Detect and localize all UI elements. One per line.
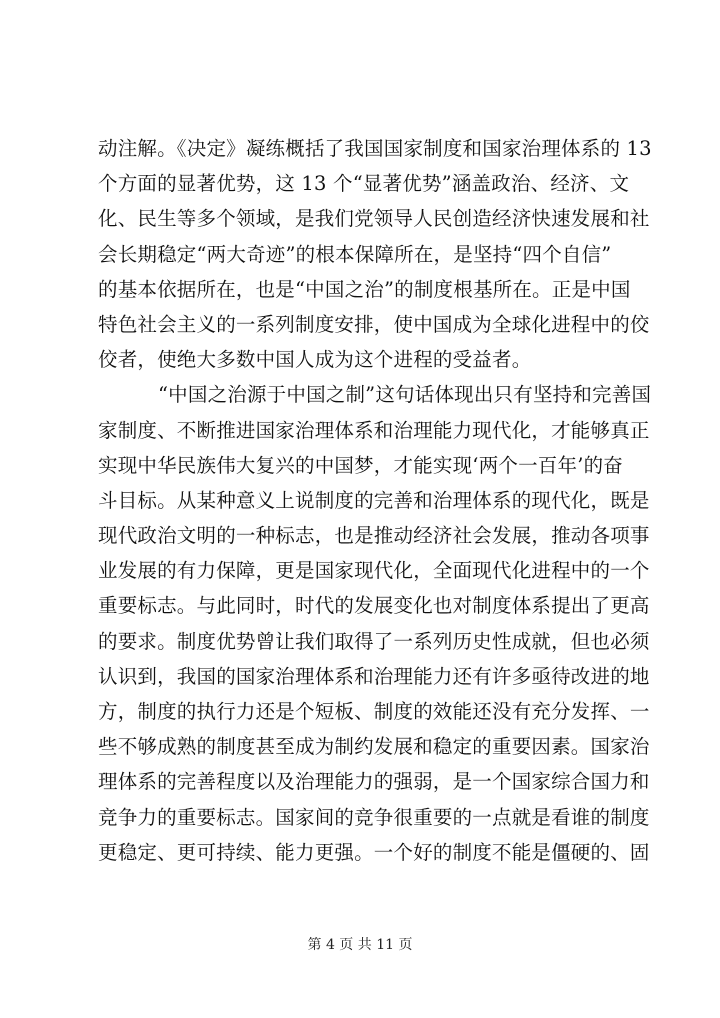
text-line: 重要标志。与此同时，时代的发展变化也对制度体系提出了更高: [98, 594, 650, 618]
text-line: 的要求。制度优势曾让我们取得了一系列历史性成就，但也必须: [98, 629, 650, 653]
text-line: 会长期稳定“两大奇迹”的根本保障所在，是坚持“四个自信”: [98, 242, 612, 266]
text-line: 家制度、不断推进国家治理体系和治理能力现代化，才能够真正: [98, 418, 650, 442]
text-line: 认识到，我国的国家治理体系和治理能力还有许多亟待改进的地: [98, 664, 650, 688]
text-line: 现代政治文明的一种标志，也是推动经济社会发展，推动各项事: [98, 524, 650, 548]
body-text: [98, 131, 652, 870]
text-line: 斗目标。从某种意义上说制度的完善和治理体系的现代化，既是: [98, 488, 650, 512]
text-line: 些不够成熟的制度甚至成为制约发展和稳定的重要因素。国家治: [98, 735, 650, 759]
page-footer: 第 4 页 共 11 页: [307, 937, 413, 953]
text-line: 化、民生等多个领域，是我们党领导人民创造经济快速发展和社: [98, 207, 650, 231]
text-line: 动注解。《决定》凝练概括了我国国家制度和国家治理体系的 13: [98, 137, 652, 160]
text-line: 个方面的显著优势，这 13 个“显著优势”涵盖政治、经济、文: [98, 172, 630, 196]
text-line: 方，制度的执行力还是个短板、制度的效能还没有充分发挥、一: [98, 700, 650, 723]
paragraph-first-line: “中国之治源于中国之制”这句话体现出只有坚持和完善国: [158, 383, 652, 407]
text-line: 特色社会主义的一系列制度安排，使中国成为全球化进程中的佼: [98, 312, 650, 336]
text-line: 佼者，使绝大多数中国人成为这个进程的受益者。: [98, 348, 532, 372]
text-line: 理体系的完善程度以及治理能力的强弱，是一个国家综合国力和: [98, 770, 650, 794]
text-line: 更稳定、更可持续、能力更强。一个好的制度不能是僵硬的、固: [98, 840, 650, 864]
text-line: 的基本依据所在，也是“中国之治”的制度根基所在。正是中国: [98, 277, 631, 301]
text-line: 业发展的有力保障，更是国家现代化，全面现代化进程中的一个: [98, 559, 650, 583]
text-line: 实现中华民族伟大复兴的中国梦，才能实现‘两个一百年’的奋: [98, 453, 623, 477]
text-line: 竞争力的重要标志。国家间的竞争很重要的一点就是看谁的制度: [98, 805, 650, 829]
